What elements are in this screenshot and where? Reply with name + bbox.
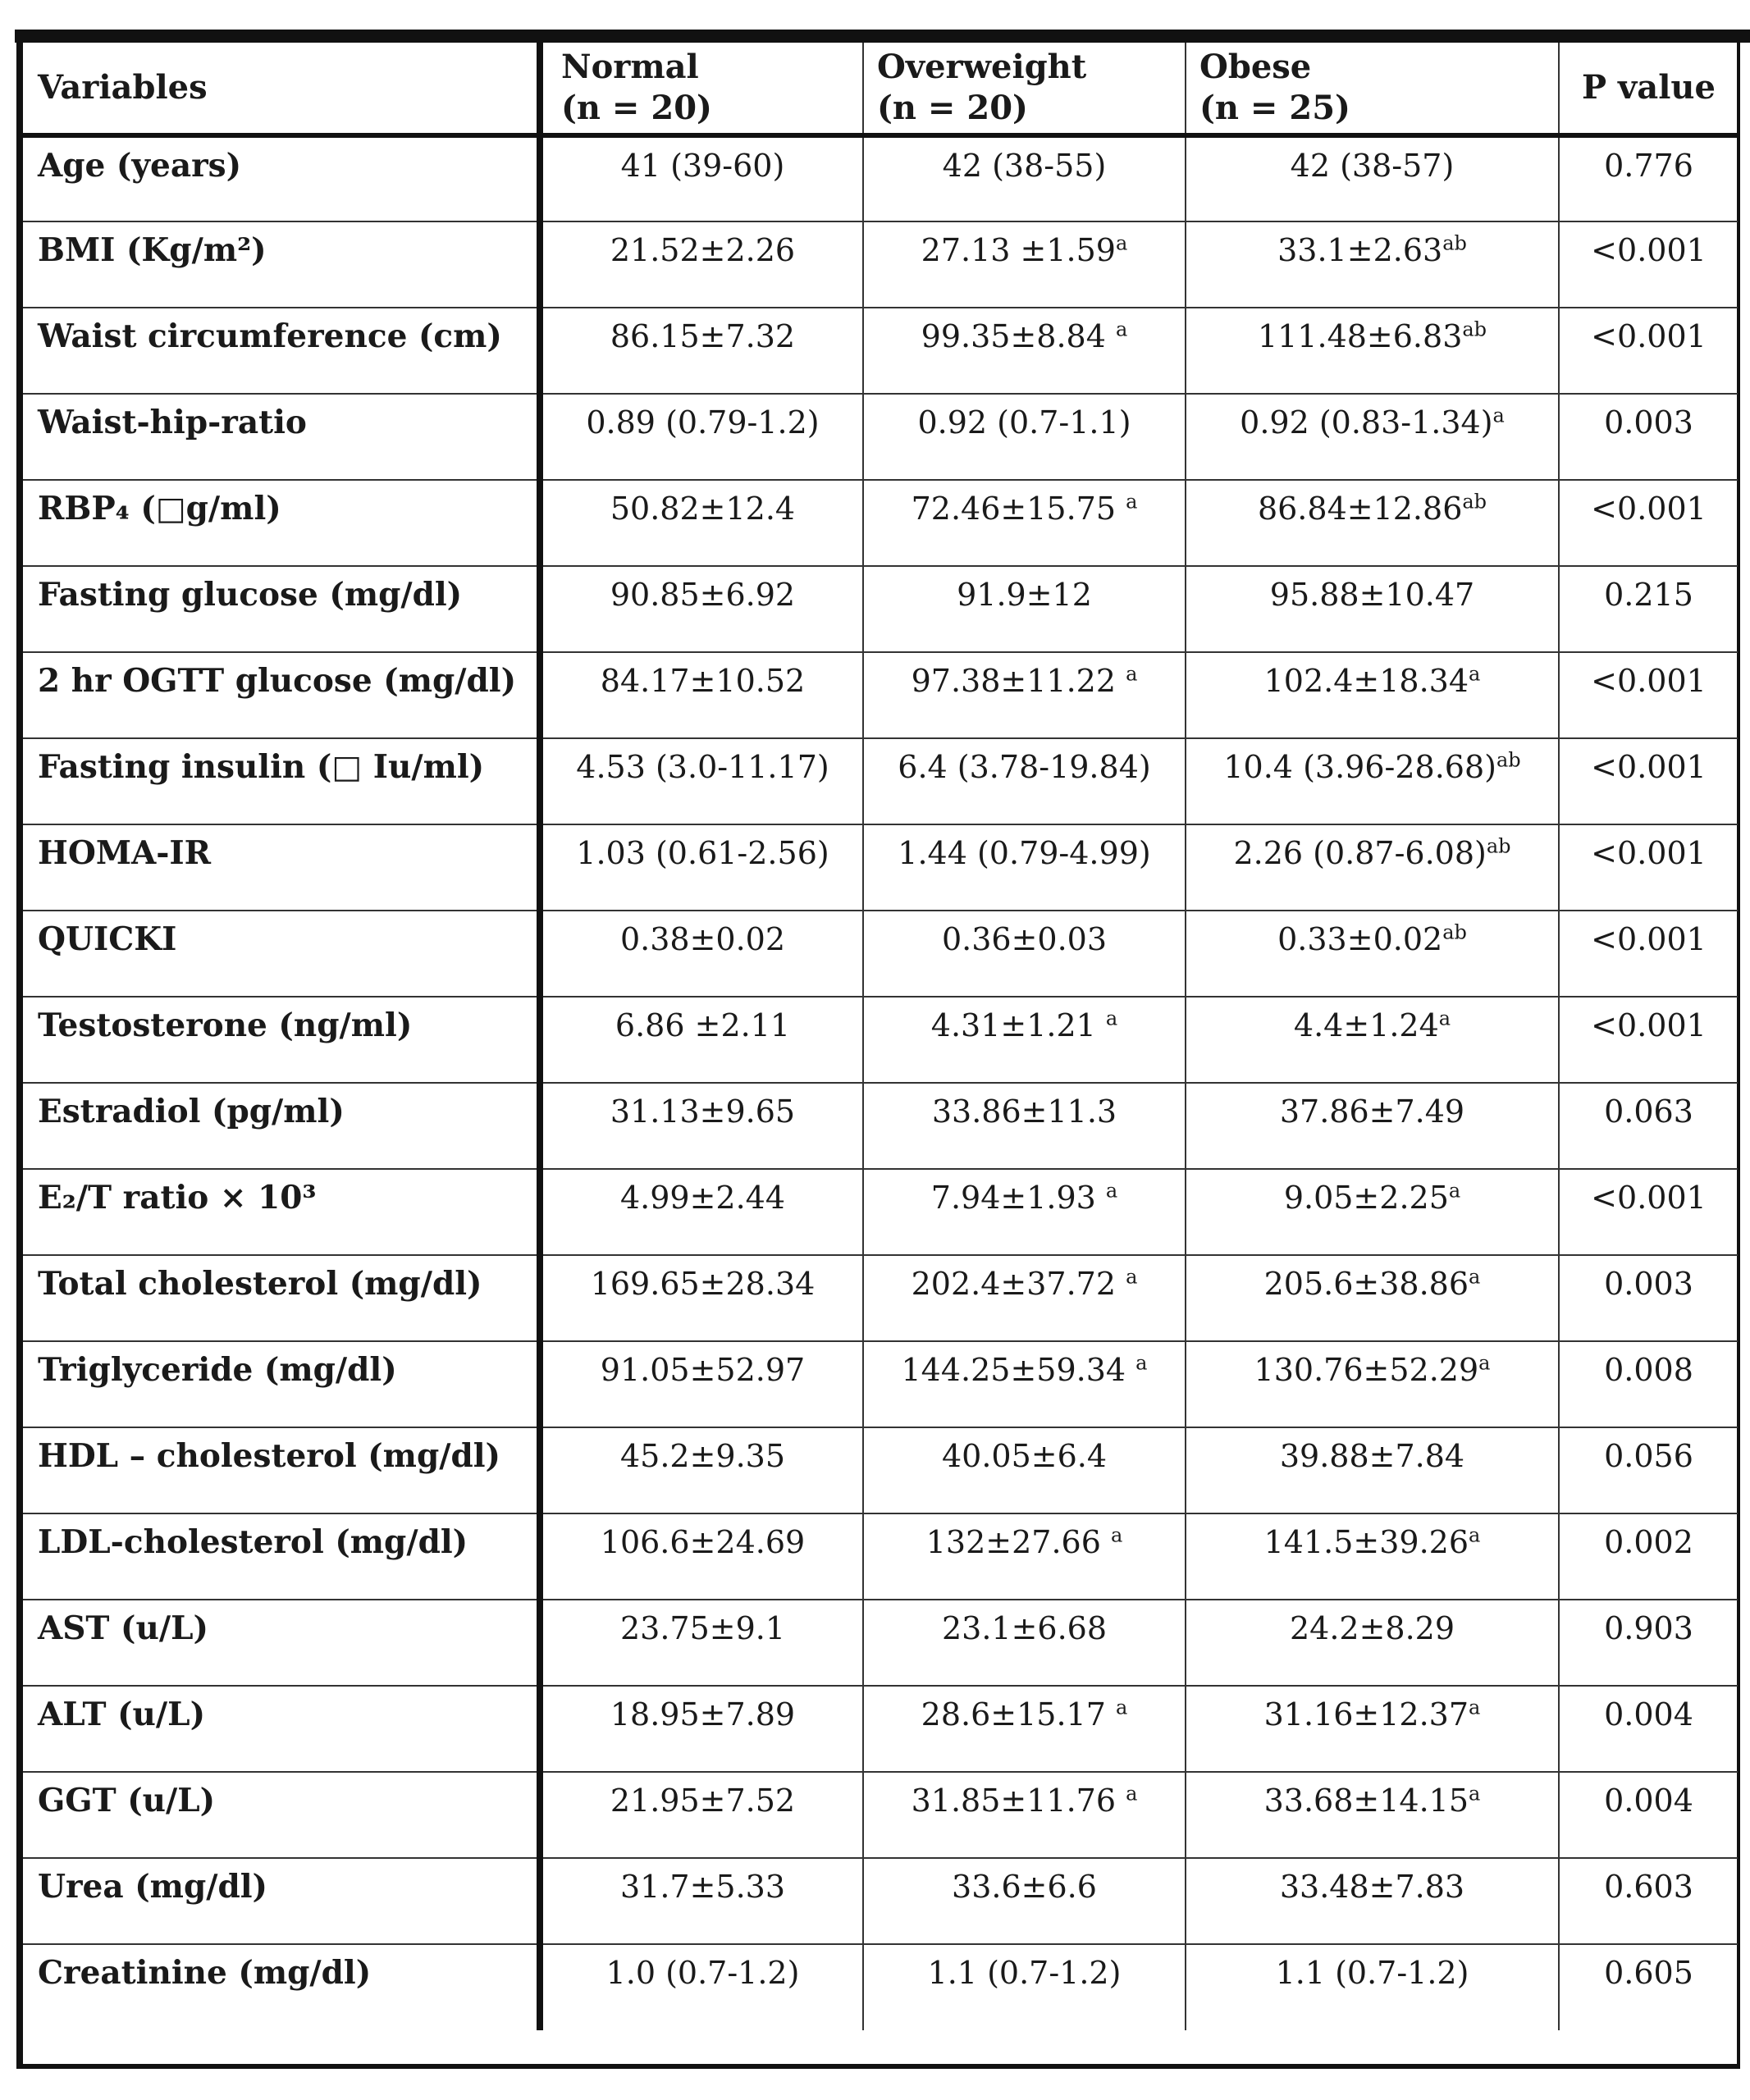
header-normal <box>540 43 863 135</box>
row-obese-value: 39.88±7.84 <box>1279 1438 1465 1474</box>
row-overweight <box>863 1944 1186 2030</box>
row-normal <box>540 135 863 221</box>
row-variable-value: Age (years) <box>38 147 242 185</box>
row-normal-value: 45.2±9.35 <box>619 1438 786 1474</box>
row-overweight-value: 91.9±12 <box>957 577 1092 613</box>
row-obese-value: 33.68±14.15 <box>1263 1783 1469 1819</box>
row-overweight-value: 0.92 (0.7-1.1) <box>917 404 1131 441</box>
row-overweight-value: 4.31±1.21 <box>930 1007 1106 1043</box>
row-obese-value: 33.48±7.83 <box>1279 1869 1465 1905</box>
row-normal-value: 0.38±0.02 <box>619 921 786 957</box>
row-overweight <box>863 221 1186 308</box>
row-obese-superscript: a <box>1448 1179 1461 1203</box>
row-variable-value: Estradiol (pg/ml) <box>38 1093 345 1130</box>
row-overweight <box>863 738 1186 824</box>
row-normal-value: 6.86 ±2.11 <box>615 1007 791 1043</box>
row-normal <box>540 308 863 394</box>
row-obese <box>1186 1255 1559 1341</box>
row-obese <box>1186 480 1559 566</box>
row-p-value <box>1559 1600 1738 1686</box>
row-p-value-value: <0.001 <box>1591 835 1707 871</box>
row-overweight-superscript: a <box>1126 1782 1138 1806</box>
row-overweight-value: 31.85±11.76 <box>911 1783 1126 1819</box>
row-variable-value: GGT (u/L) <box>38 1782 216 1819</box>
row-obese-superscript: a <box>1492 404 1505 427</box>
row-obese-value: 42 (38-57) <box>1290 148 1455 184</box>
row-obese-superscript: a <box>1469 662 1481 686</box>
header-normal-label: Normal <box>561 48 699 86</box>
row-normal-value: 86.15±7.32 <box>610 318 796 354</box>
row-overweight <box>863 1341 1186 1427</box>
row-normal <box>540 1169 863 1255</box>
row-overweight <box>863 394 1186 480</box>
row-normal <box>540 911 863 997</box>
row-variable-value: QUICKI <box>38 920 177 958</box>
row-obese-superscript: ab <box>1462 317 1487 341</box>
row-variable-value: Waist-hip-ratio <box>38 404 307 441</box>
row-overweight-superscript: a <box>1135 1351 1148 1375</box>
row-p-value <box>1559 1083 1738 1169</box>
table-row <box>23 221 1738 308</box>
row-normal-value: 31.7±5.33 <box>619 1869 786 1905</box>
row-obese-superscript: ab <box>1486 834 1511 858</box>
row-overweight-superscript: a <box>1105 1179 1118 1203</box>
row-obese <box>1186 1513 1559 1600</box>
row-variable <box>23 1169 540 1255</box>
row-overweight-value: 42 (38-55) <box>942 148 1107 184</box>
row-obese-value: 111.48±6.83 <box>1257 318 1463 354</box>
row-overweight <box>863 135 1186 221</box>
table-row <box>23 135 1738 221</box>
header-normal-n: (n = 20) <box>561 89 712 127</box>
row-variable-value: E₂/T ratio × 10³ <box>38 1179 317 1217</box>
row-normal <box>540 480 863 566</box>
row-variable <box>23 1944 540 2030</box>
header-p-value-label: P value <box>1582 68 1716 107</box>
row-p-value-value: <0.001 <box>1591 232 1707 268</box>
row-p-value-value: 0.056 <box>1604 1438 1693 1474</box>
row-p-value <box>1559 997 1738 1083</box>
row-normal-value: 41 (39-60) <box>620 148 785 184</box>
row-variable <box>23 221 540 308</box>
row-overweight-value: 1.1 (0.7-1.2) <box>927 1955 1122 1991</box>
row-normal-value: 91.05±52.97 <box>600 1352 806 1388</box>
row-overweight-value: 0.36±0.03 <box>941 921 1108 957</box>
table-body <box>23 135 1738 2030</box>
row-variable <box>23 1427 540 1513</box>
row-obese-value: 0.33±0.02 <box>1277 921 1443 957</box>
row-obese-value: 33.1±2.63 <box>1277 232 1443 268</box>
row-p-value-value: <0.001 <box>1591 921 1707 957</box>
row-p-value-value: 0.603 <box>1604 1869 1693 1905</box>
row-p-value-value: 0.004 <box>1604 1696 1693 1732</box>
row-obese-superscript: a <box>1469 1782 1481 1806</box>
row-p-value <box>1559 1427 1738 1513</box>
header-p-value <box>1559 43 1738 135</box>
row-variable <box>23 566 540 652</box>
row-overweight-value: 7.94±1.93 <box>930 1180 1106 1216</box>
row-normal-value: 4.53 (3.0-11.17) <box>576 749 829 785</box>
row-variable <box>23 1600 540 1686</box>
row-variable-value: Fasting insulin (□ Iu/ml) <box>38 748 485 786</box>
row-obese-superscript: a <box>1469 1523 1481 1547</box>
row-overweight-superscript: a <box>1116 317 1128 341</box>
row-normal <box>540 1772 863 1858</box>
table-row <box>23 911 1738 997</box>
row-overweight-value: 144.25±59.34 <box>901 1352 1136 1388</box>
row-obese <box>1186 221 1559 308</box>
row-normal-value: 23.75±9.1 <box>619 1610 786 1646</box>
row-overweight-superscript: a <box>1126 490 1138 514</box>
row-obese <box>1186 1083 1559 1169</box>
row-normal-value: 18.95±7.89 <box>610 1696 796 1732</box>
row-normal-value: 90.85±6.92 <box>610 577 796 613</box>
row-obese-superscript: a <box>1478 1351 1491 1375</box>
row-obese-value: 86.84±12.86 <box>1257 491 1463 527</box>
row-obese <box>1186 394 1559 480</box>
table-row <box>23 738 1738 824</box>
table-row <box>23 824 1738 911</box>
row-obese-value: 9.05±2.25 <box>1283 1180 1449 1216</box>
row-p-value-value: <0.001 <box>1591 1180 1707 1216</box>
row-overweight <box>863 308 1186 394</box>
row-overweight-superscript: a <box>1116 231 1128 255</box>
row-obese <box>1186 308 1559 394</box>
row-p-value-value: <0.001 <box>1591 491 1707 527</box>
row-variable <box>23 480 540 566</box>
row-variable-value: 2 hr OGTT glucose (mg/dl) <box>38 662 517 700</box>
row-overweight-superscript: a <box>1116 1696 1128 1719</box>
row-overweight <box>863 652 1186 738</box>
row-overweight-value: 40.05±6.4 <box>941 1438 1108 1474</box>
row-obese-superscript: a <box>1469 1696 1481 1719</box>
row-obese-superscript: a <box>1469 1265 1481 1289</box>
row-overweight-value: 33.86±11.3 <box>931 1093 1117 1130</box>
row-p-value <box>1559 652 1738 738</box>
row-p-value-value: 0.063 <box>1604 1093 1693 1130</box>
row-variable <box>23 997 540 1083</box>
row-obese-value: 31.16±12.37 <box>1263 1696 1469 1732</box>
row-normal <box>540 1513 863 1600</box>
row-normal-value: 31.13±9.65 <box>610 1093 796 1130</box>
row-variable <box>23 308 540 394</box>
row-overweight <box>863 1255 1186 1341</box>
row-overweight <box>863 1858 1186 1944</box>
row-obese-value: 37.86±7.49 <box>1279 1093 1465 1130</box>
header-obese-n: (n = 25) <box>1199 89 1350 127</box>
row-variable <box>23 1513 540 1600</box>
row-obese <box>1186 1341 1559 1427</box>
header-overweight-label: Overweight <box>877 48 1087 86</box>
row-p-value <box>1559 1255 1738 1341</box>
table-top-rule <box>15 30 1750 43</box>
row-obese-value: 0.92 (0.83-1.34) <box>1240 404 1493 441</box>
row-variable-value: HDL – cholesterol (mg/dl) <box>38 1437 500 1475</box>
row-variable <box>23 1083 540 1169</box>
row-obese-value: 24.2±8.29 <box>1289 1610 1455 1646</box>
row-normal-value: 1.0 (0.7-1.2) <box>605 1955 800 1991</box>
row-normal <box>540 1944 863 2030</box>
table-row <box>23 1341 1738 1427</box>
row-p-value <box>1559 1341 1738 1427</box>
row-overweight <box>863 480 1186 566</box>
row-obese <box>1186 1944 1559 2030</box>
header-obese <box>1186 43 1559 135</box>
row-obese <box>1186 1772 1559 1858</box>
row-variable-value: Waist circumference (cm) <box>38 317 502 355</box>
row-p-value <box>1559 1944 1738 2030</box>
row-overweight <box>863 1772 1186 1858</box>
row-normal <box>540 1686 863 1772</box>
row-variable <box>23 394 540 480</box>
row-p-value-value: 0.003 <box>1604 1266 1693 1302</box>
table-row <box>23 566 1738 652</box>
table-row <box>23 652 1738 738</box>
row-overweight-value: 202.4±37.72 <box>911 1266 1126 1302</box>
row-p-value-value: 0.003 <box>1604 404 1693 441</box>
row-normal <box>540 738 863 824</box>
row-obese-value: 95.88±10.47 <box>1269 577 1475 613</box>
table-row <box>23 394 1738 480</box>
row-obese-value: 10.4 (3.96-28.68) <box>1223 749 1496 785</box>
row-variable-value: Testosterone (ng/ml) <box>38 1007 413 1044</box>
table-row <box>23 1686 1738 1772</box>
table-header <box>23 43 1738 135</box>
header-overweight <box>863 43 1186 135</box>
row-p-value <box>1559 1772 1738 1858</box>
row-variable <box>23 135 540 221</box>
table-row <box>23 1772 1738 1858</box>
row-overweight <box>863 1513 1186 1600</box>
table-row <box>23 1083 1738 1169</box>
row-normal <box>540 221 863 308</box>
row-p-value-value: <0.001 <box>1591 1007 1707 1043</box>
row-p-value-value: 0.004 <box>1604 1783 1693 1819</box>
row-overweight-superscript: a <box>1110 1523 1123 1547</box>
row-variable <box>23 824 540 911</box>
header-obese-label: Obese <box>1199 48 1312 86</box>
row-normal <box>540 1255 863 1341</box>
row-p-value-value: 0.002 <box>1604 1524 1693 1560</box>
row-p-value-value: 0.215 <box>1604 577 1693 613</box>
row-obese-value: 1.1 (0.7-1.2) <box>1275 1955 1469 1991</box>
row-p-value-value: 0.776 <box>1604 148 1693 184</box>
row-obese <box>1186 1169 1559 1255</box>
row-variable <box>23 738 540 824</box>
row-obese-value: 102.4±18.34 <box>1263 663 1469 699</box>
row-p-value-value: 0.605 <box>1604 1955 1693 1991</box>
row-obese <box>1186 1858 1559 1944</box>
results-table <box>23 43 1738 2030</box>
row-obese <box>1186 997 1559 1083</box>
row-p-value-value: 0.903 <box>1604 1610 1693 1646</box>
row-obese <box>1186 1600 1559 1686</box>
row-obese <box>1186 1427 1559 1513</box>
row-obese-value: 2.26 (0.87-6.08) <box>1233 835 1487 871</box>
table-row <box>23 997 1738 1083</box>
row-overweight-value: 6.4 (3.78-19.84) <box>898 749 1151 785</box>
row-normal-value: 21.95±7.52 <box>610 1783 796 1819</box>
row-variable <box>23 1858 540 1944</box>
row-variable-value: Total cholesterol (mg/dl) <box>38 1265 482 1303</box>
row-normal <box>540 1600 863 1686</box>
row-normal-value: 50.82±12.4 <box>610 491 796 527</box>
row-obese-value: 205.6±38.86 <box>1263 1266 1469 1302</box>
row-variable <box>23 1686 540 1772</box>
row-overweight <box>863 1083 1186 1169</box>
row-p-value <box>1559 911 1738 997</box>
row-overweight-value: 132±27.66 <box>925 1524 1111 1560</box>
row-overweight <box>863 824 1186 911</box>
row-obese <box>1186 911 1559 997</box>
row-overweight-value: 72.46±15.75 <box>911 491 1126 527</box>
table-row <box>23 1169 1738 1255</box>
row-normal <box>540 1427 863 1513</box>
row-variable-value: Triglyceride (mg/dl) <box>38 1351 397 1389</box>
row-normal <box>540 1083 863 1169</box>
row-variable-value: BMI (Kg/m²) <box>38 231 267 269</box>
row-normal-value: 0.89 (0.79-1.2) <box>586 404 820 441</box>
table-row <box>23 1427 1738 1513</box>
row-normal <box>540 1341 863 1427</box>
row-p-value <box>1559 1513 1738 1600</box>
row-overweight-value: 27.13 ±1.59 <box>921 232 1116 268</box>
row-obese-superscript: ab <box>1442 231 1467 255</box>
row-variable-value: Fasting glucose (mg/dl) <box>38 576 463 614</box>
row-variable-value: RBP₄ (□g/ml) <box>38 490 281 527</box>
row-normal <box>540 394 863 480</box>
table-row <box>23 1944 1738 2030</box>
row-obese <box>1186 738 1559 824</box>
row-normal-value: 1.03 (0.61-2.56) <box>576 835 829 871</box>
row-p-value <box>1559 394 1738 480</box>
row-variable-value: Creatinine (mg/dl) <box>38 1954 372 1992</box>
row-overweight <box>863 1427 1186 1513</box>
row-normal <box>540 652 863 738</box>
row-normal <box>540 566 863 652</box>
row-p-value <box>1559 738 1738 824</box>
row-obese-superscript: ab <box>1442 920 1467 944</box>
row-p-value <box>1559 480 1738 566</box>
table-row <box>23 480 1738 566</box>
row-normal-value: 106.6±24.69 <box>600 1524 806 1560</box>
row-overweight-value: 1.44 (0.79-4.99) <box>898 835 1151 871</box>
row-overweight <box>863 1686 1186 1772</box>
row-obese-value: 4.4±1.24 <box>1293 1007 1439 1043</box>
row-overweight-superscript: a <box>1105 1007 1118 1030</box>
row-p-value <box>1559 1858 1738 1944</box>
header-variables <box>23 43 540 135</box>
row-obese-superscript: ab <box>1496 748 1521 772</box>
row-variable <box>23 1772 540 1858</box>
row-obese <box>1186 566 1559 652</box>
row-obese-superscript: ab <box>1462 490 1487 514</box>
row-overweight <box>863 911 1186 997</box>
row-obese <box>1186 1686 1559 1772</box>
row-p-value <box>1559 221 1738 308</box>
table-row <box>23 1858 1738 1944</box>
row-p-value-value: 0.008 <box>1604 1352 1693 1388</box>
row-p-value <box>1559 824 1738 911</box>
row-variable <box>23 652 540 738</box>
row-p-value-value: <0.001 <box>1591 749 1707 785</box>
row-variable <box>23 1255 540 1341</box>
row-overweight <box>863 566 1186 652</box>
header-overweight-n: (n = 20) <box>877 89 1028 127</box>
row-variable <box>23 911 540 997</box>
row-overweight-value: 23.1±6.68 <box>941 1610 1108 1646</box>
row-normal-value: 169.65±28.34 <box>590 1266 816 1302</box>
row-obese <box>1186 652 1559 738</box>
row-overweight <box>863 997 1186 1083</box>
row-normal-value: 21.52±2.26 <box>610 232 796 268</box>
row-normal <box>540 1858 863 1944</box>
row-overweight-value: 99.35±8.84 <box>921 318 1116 354</box>
row-overweight <box>863 1600 1186 1686</box>
header-variables-label: Variables <box>38 68 208 107</box>
row-obese-value: 130.76±52.29 <box>1254 1352 1479 1388</box>
row-p-value <box>1559 1169 1738 1255</box>
row-variable-value: ALT (u/L) <box>38 1696 206 1733</box>
row-normal <box>540 824 863 911</box>
row-variable <box>23 1341 540 1427</box>
row-variable-value: AST (u/L) <box>38 1609 208 1647</box>
row-overweight-value: 33.6±6.6 <box>952 1869 1097 1905</box>
row-overweight <box>863 1169 1186 1255</box>
row-overweight-value: 97.38±11.22 <box>911 663 1126 699</box>
row-variable-value: HOMA-IR <box>38 834 212 872</box>
row-overweight-superscript: a <box>1126 662 1138 686</box>
row-p-value <box>1559 1686 1738 1772</box>
row-normal <box>540 997 863 1083</box>
table-row <box>23 1255 1738 1341</box>
row-overweight-superscript: a <box>1126 1265 1138 1289</box>
row-obese <box>1186 135 1559 221</box>
row-p-value-value: <0.001 <box>1591 318 1707 354</box>
table-row <box>23 1600 1738 1686</box>
row-normal-value: 84.17±10.52 <box>600 663 806 699</box>
row-variable-value: LDL-cholesterol (mg/dl) <box>38 1523 468 1561</box>
row-p-value <box>1559 308 1738 394</box>
header-row <box>23 43 1738 135</box>
table-row <box>23 308 1738 394</box>
table-row <box>23 1513 1738 1600</box>
row-p-value-value: <0.001 <box>1591 663 1707 699</box>
row-variable-value: Urea (mg/dl) <box>38 1868 267 1906</box>
row-p-value <box>1559 135 1738 221</box>
row-obese-superscript: a <box>1438 1007 1451 1030</box>
row-obese-value: 141.5±39.26 <box>1263 1524 1469 1560</box>
row-overweight-value: 28.6±15.17 <box>921 1696 1116 1732</box>
row-normal-value: 4.99±2.44 <box>619 1180 786 1216</box>
row-obese <box>1186 824 1559 911</box>
row-p-value <box>1559 566 1738 652</box>
